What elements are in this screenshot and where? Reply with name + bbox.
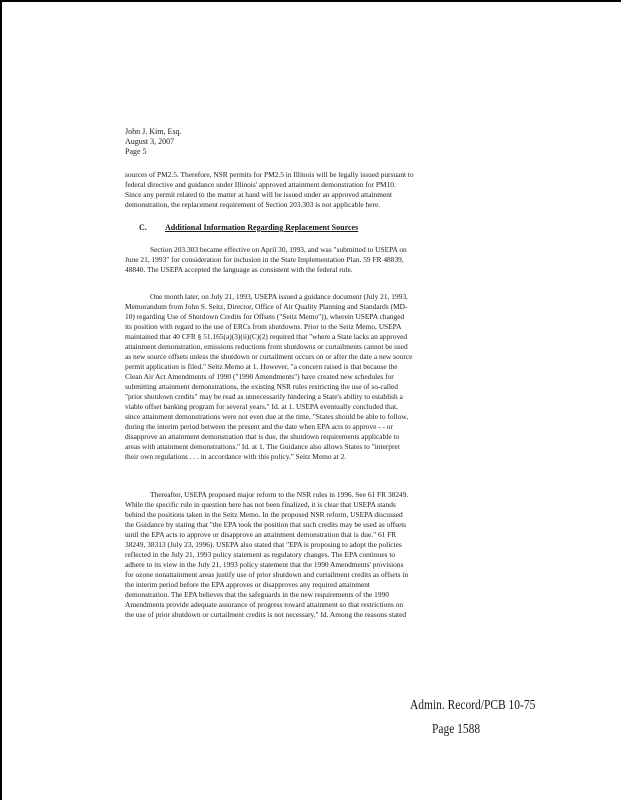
text-line: demonstration. The EPA believes that the safeguards in the new requirements of the 1990 <box>125 590 389 599</box>
text-line: submitting attainment demonstrations, the existing NSR rules restricting the use of so-called <box>125 382 398 391</box>
scan-edge-left <box>0 0 2 800</box>
text-line: for ozone nonattainment areas justify use of prior shutdown and curtailment credits as offsets in <box>125 570 409 579</box>
text-line: Section 203.303 became effective on April 30, 1993, and was "submitted to USEPA on <box>150 245 407 254</box>
section-title: Additional Information Regarding Replacement Sources <box>165 223 359 232</box>
text-line: disapprove an attainment demonstration that is due, the shutdown requirements applicable to <box>125 432 400 441</box>
text-line: sources of PM2.5. Therefore, NSR permits for PM2.5 in Illinois will be legally issued pursuant to <box>125 170 414 179</box>
record-page-stamp: Page 1588 <box>432 722 481 737</box>
paragraph-2 <box>125 292 475 462</box>
letterhead <box>125 127 181 157</box>
text-line: 10) regarding Use of Shutdown Credits for Offsets ("Seitz Memo")), wherein USEPA changed <box>125 312 405 321</box>
text-line: Memorandum from John S. Seitz, Director, Office of Air Quality Planning and Standards (MD- <box>125 302 408 311</box>
text-line: Clean Air Act Amendments of 1990 ("1990 Amendments") have created new schedules for <box>125 372 394 381</box>
paragraph-1 <box>125 245 475 275</box>
text-line: reflected in the July 21, 1993 policy statement as regulatory changes. The EPA continues to <box>125 550 396 559</box>
text-line: during the interim period between the present and the date when EPA acts to approve - - or <box>125 422 393 431</box>
text-line: their own regulations . . . in accordance with this policy." Seitz Memo at 2. <box>125 452 347 461</box>
text-line: viable offset banking program for several years." Id. at 1. USEPA eventually concluded that, <box>125 402 398 411</box>
text-line: 38249, 38313 (July 23, 1996). USEPA also stated that "EPA is proposing to adopt the policies <box>125 540 402 549</box>
text-line: Amendments provide adequate assurance of progress toward attainment so that restrictions on <box>125 600 404 609</box>
recipient-name: John J. Kim, Esq. <box>125 127 182 136</box>
scan-edge-top <box>0 0 621 2</box>
text-line: "prior shutdown credits" may be read as unnecessarily hindering a State's ability to establish a <box>125 392 403 401</box>
letter-page-number: Page 5 <box>125 147 147 156</box>
text-line: permit application is filed." Seitz Memo at 1. However, "a concern raised is that because the <box>125 362 398 371</box>
text-line: federal directive and guidance under Illinois' approved attainment demonstration for PM10. <box>125 180 396 189</box>
paragraph-3 <box>125 490 475 620</box>
text-line: Thereafter, USEPA proposed major reform to the NSR rules in 1996. See 61 FR 38249. <box>150 490 409 499</box>
text-line: demonstration, the replacement requirement of Section 203.303 is not applicable here. <box>125 200 381 209</box>
section-letter: C. <box>139 223 147 232</box>
text-line: Since any permit related to the matter at hand will be issued under an approved attainment <box>125 190 393 199</box>
text-line: June 21, 1993" for consideration for inclusion in the State Implementation Plan. 59 FR 48839, <box>125 255 404 264</box>
text-line: attainment demonstration, emissions reductions from shutdowns or curtailments cannot be used <box>125 342 408 351</box>
text-line: the interim period before the EPA approves or disapproves any required attainment <box>125 580 370 589</box>
text-line: until the EPA acts to approve or disapprove an attainment demonstration that is due." 61 FR <box>125 530 397 539</box>
letter-date: August 3, 2007 <box>125 137 175 146</box>
text-line: One month later, on July 21, 1993, USEPA issued a guidance document (July 21, 1993, <box>150 292 408 301</box>
text-line: behind the positions taken in the Seitz Memo. In the proposed NSR reform, USEPA discussed <box>125 510 403 519</box>
text-line: adhere to its view in the July 21, 1993 policy statement that the 1990 Amendments' provisions <box>125 560 404 569</box>
section-heading <box>125 223 358 233</box>
text-line: as new source offsets unless the shutdown or curtailment occurs on or after the date a new source <box>125 352 413 361</box>
text-line: areas with attainment demonstrations." Id. at 1. The Guidance also allows States to "interpret <box>125 442 400 451</box>
text-line: While the specific rule in question here has not been finalized, it is clear that USEPA stands <box>125 500 396 509</box>
text-line: maintained that 40 CFR § 51.165(a)(3)(ii)(C)(2) required that "where a State lacks an approved <box>125 332 408 341</box>
admin-record-stamp: Admin. Record/PCB 10-75 <box>410 698 536 713</box>
text-line: the Guidance by stating that "the EPA took the position that such credits may be used as offsets <box>125 520 407 529</box>
text-line: 48840. The USEPA accepted the language as consistent with the federal rule. <box>125 265 353 274</box>
text-line: since attainment demonstrations were not even due at the time, "States should be able to follow, <box>125 412 409 421</box>
text-line: its position with regard to the use of ERCs from shutdowns. Prior to the Seitz Memo, USEPA <box>125 322 402 331</box>
intro-paragraph <box>125 170 475 210</box>
text-line: the use of prior shutdown or curtailment credits is not necessary." Id. Among the reasons stated <box>125 610 407 619</box>
